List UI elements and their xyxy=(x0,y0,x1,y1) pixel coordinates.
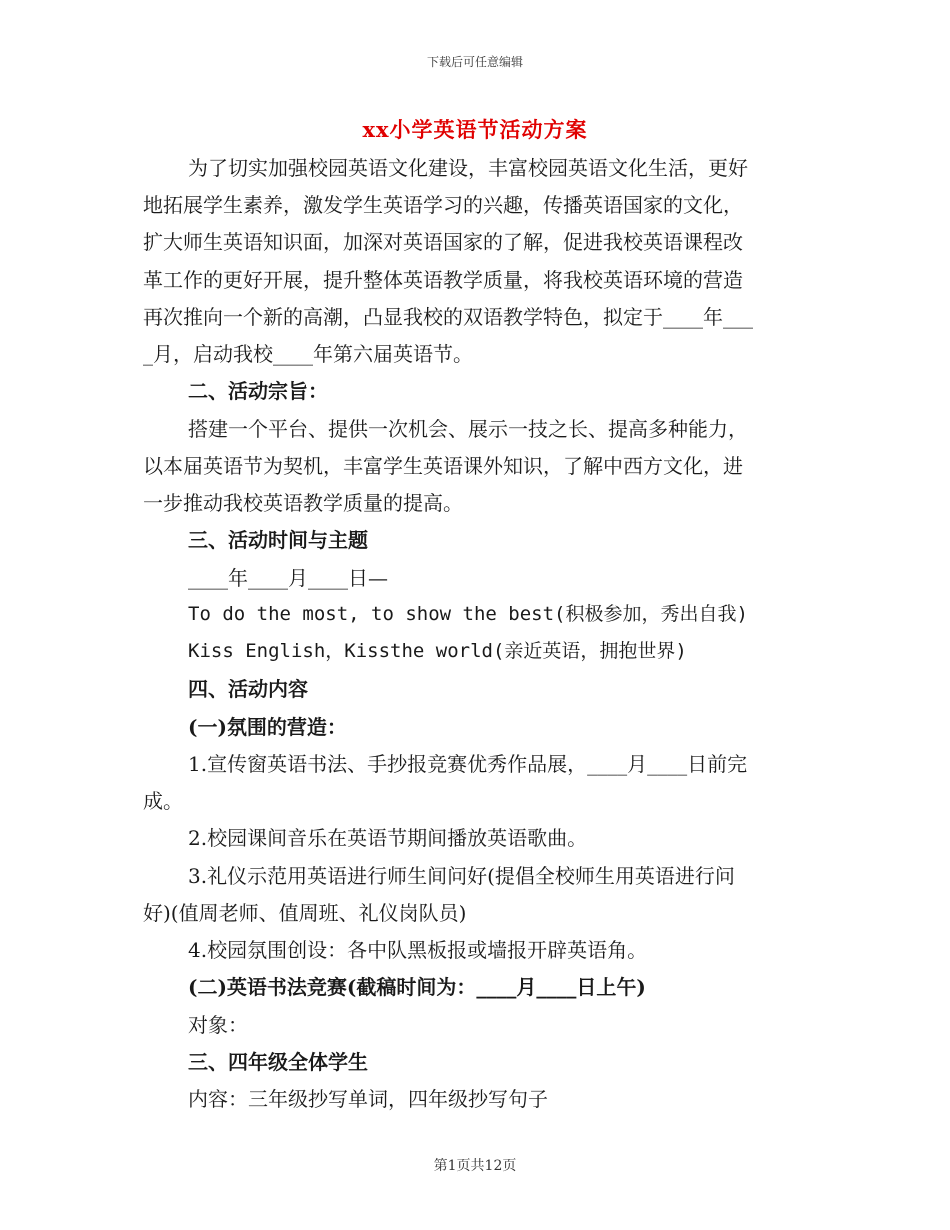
list-item: 2.校园课间音乐在英语节期间播放英语歌曲。 xyxy=(188,826,588,850)
paragraph-line: 地拓展学生素养，激发学生英语学习的兴趣，传播英语国家的文化， xyxy=(143,193,743,217)
list-item-continued: 好)(值周老师、值周班、礼仪岗队员) xyxy=(143,901,467,925)
date-line: ____年____月____日— xyxy=(188,566,388,590)
paragraph-line: 一步推动我校英语教学质量的提高。 xyxy=(143,491,463,515)
theme-line: To do the most, to show the best(积极参加，秀出自我) xyxy=(188,603,748,625)
list-item: 1.宣传窗英语书法、手抄报竞赛优秀作品展，____月____日前完 xyxy=(188,752,748,776)
paragraph-line: _月，启动我校____年第六届英语节。 xyxy=(143,342,473,366)
theme-line: Kiss English，Kissthe world(亲近英语，拥抱世界) xyxy=(188,640,687,662)
list-item: 3.礼仪示范用英语进行师生间问好(提倡全校师生用英语进行问 xyxy=(188,864,735,888)
paragraph-line: 革工作的更好开展，提升整体英语教学质量，将我校英语环境的营造 xyxy=(143,268,743,292)
section-heading: 三、四年级全体学生 xyxy=(188,1050,368,1074)
list-item: 4.校园氛围创设：各中队黑板报或墙报开辟英语角。 xyxy=(188,938,648,962)
paragraph-line: 对象： xyxy=(188,1013,248,1037)
section-heading: 三、活动时间与主题 xyxy=(188,528,368,552)
subsection-heading: (二)英语书法竞赛(截稿时间为：____月____日上午) xyxy=(188,975,646,999)
paragraph-line: 扩大师生英语知识面，加深对英语国家的了解，促进我校英语课程改 xyxy=(143,230,743,254)
section-heading: 二、活动宗旨： xyxy=(188,379,328,403)
page-footer: 第1页共12页 xyxy=(433,1158,517,1174)
document-title: xx小学英语节活动方案 xyxy=(362,117,588,142)
section-heading: 四、活动内容 xyxy=(188,677,308,701)
list-item-continued: 成。 xyxy=(143,789,183,813)
paragraph-line: 搭建一个平台、提供一次机会、展示一技之长、提高多种能力， xyxy=(188,417,748,441)
paragraph-line: 为了切实加强校园英语文化建设，丰富校园英语文化生活，更好 xyxy=(188,156,748,180)
paragraph-line: 内容：三年级抄写单词，四年级抄写句子 xyxy=(188,1087,548,1111)
subsection-heading: (一)氛围的营造： xyxy=(188,715,347,739)
paragraph-line: 以本届英语节为契机，丰富学生英语课外知识，了解中西方文化，进 xyxy=(143,454,743,478)
paragraph-line: 再次推向一个新的高潮，凸显我校的双语教学特色，拟定于____年___ xyxy=(143,305,753,329)
page-header: 下载后可任意编辑 xyxy=(426,55,523,69)
